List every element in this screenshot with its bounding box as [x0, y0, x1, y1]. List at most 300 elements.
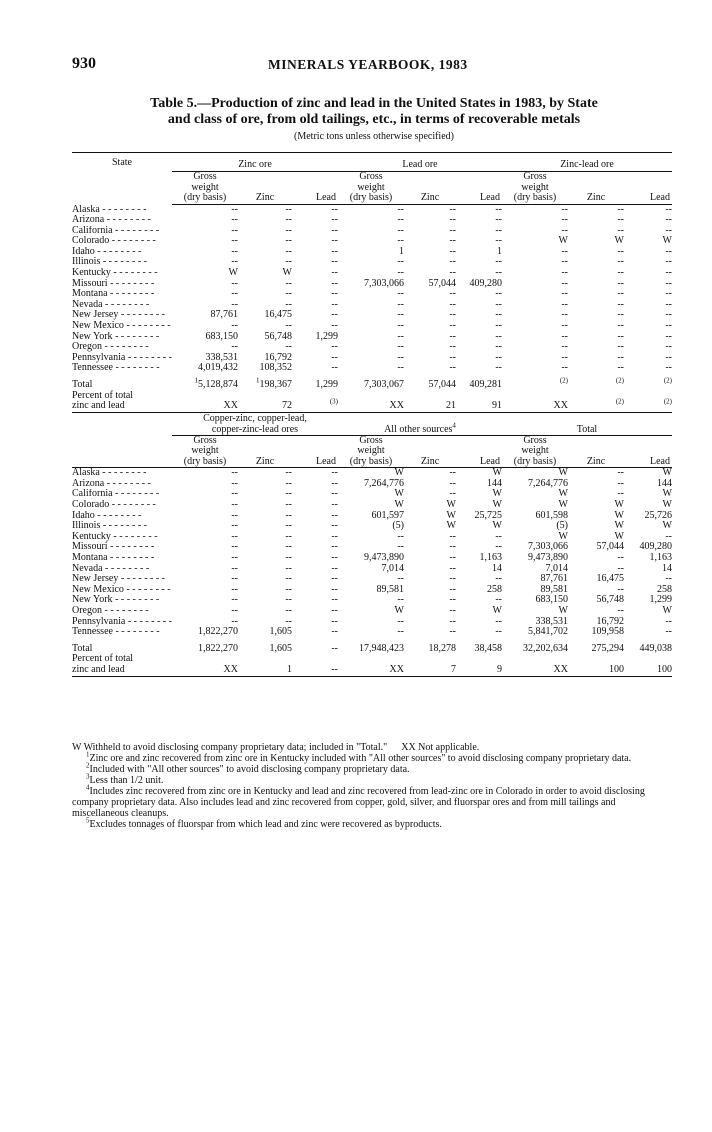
state-label: Illinois - - - - - - - - [72, 257, 147, 268]
data-cell: -- [561, 267, 568, 279]
footnote-mark: 4 [86, 783, 90, 792]
footnote-2-text: Included with "All other sources" to avoid disclosing company proprietary data. [89, 764, 410, 775]
data-cell: -- [231, 552, 238, 564]
data-cell: -- [397, 351, 404, 363]
footnote-ref: (2) [615, 376, 624, 385]
data-cell: W [662, 235, 672, 247]
data-cell: W [614, 530, 624, 542]
data-cell: -- [231, 541, 238, 553]
gross-weight-header-line: (dry basis) [183, 455, 227, 467]
data-cell: -- [331, 277, 338, 289]
data-cell: -- [665, 245, 672, 257]
state-label: Alaska - - - - - - - - [72, 204, 147, 215]
group-header-all-other-sources [338, 412, 502, 435]
row-label-text: Total [72, 642, 93, 654]
part-2-gross-weight-header [338, 435, 404, 468]
part-2-gross-weight-header [172, 435, 238, 468]
data-cell: -- [665, 362, 672, 374]
data-cell: -- [231, 509, 238, 521]
data-cell: -- [397, 626, 404, 638]
empty-cell [456, 654, 502, 665]
data-cell: -- [665, 330, 672, 342]
data-cell: -- [449, 267, 456, 279]
part-1-body [72, 204, 672, 412]
group-header-zinc-lead-ore: Zinc-lead ore [502, 155, 672, 172]
part-2-zinc-header: Zinc [568, 435, 624, 468]
data-cell: -- [285, 488, 292, 500]
total-value: 1,299 [315, 379, 338, 390]
data-cell: -- [449, 541, 456, 553]
data-cell: 338,531 [205, 351, 238, 363]
table-footnotes [72, 742, 674, 830]
row-label-text: Total [72, 379, 93, 390]
percent-cell: -- [292, 665, 338, 676]
data-cell: -- [561, 256, 568, 268]
data-cell: -- [397, 309, 404, 321]
data-cell: -- [285, 256, 292, 268]
table-title-line-2: and class of ore, from old tailings, etc., in terms of recoverable metals [167, 112, 581, 127]
data-cell: -- [449, 615, 456, 627]
part-2-zinc-header: Zinc [404, 435, 456, 468]
gross-weight-header-line: (dry basis) [349, 455, 393, 467]
data-cell: -- [617, 488, 624, 500]
row-label-text: zinc and lead [72, 663, 125, 675]
percent-label-row [72, 654, 672, 665]
footnote-ref: (2) [559, 376, 568, 385]
data-cell: -- [449, 245, 456, 257]
data-cell: -- [449, 594, 456, 606]
percent-value: XX [389, 400, 404, 412]
footnote-ref: (2) [663, 397, 672, 406]
table-row [72, 363, 672, 374]
data-cell: 683,150 [535, 594, 568, 606]
data-cell: -- [449, 341, 456, 353]
data-cell: -- [561, 288, 568, 300]
state-name: Colorado [72, 500, 110, 511]
data-cell: -- [449, 203, 456, 215]
part-2-zinc-header: Zinc [238, 435, 292, 468]
data-cell: -- [331, 477, 338, 489]
data-cell: -- [617, 552, 624, 564]
data-cell: -- [397, 615, 404, 627]
data-cell: 601,597 [371, 509, 404, 521]
total-value: 7,303,067 [364, 379, 404, 390]
data-cell: -- [231, 256, 238, 268]
state-label: Idaho - - - - - - - - [72, 246, 142, 257]
data-cell: -- [665, 351, 672, 363]
table-row [72, 204, 672, 215]
part-2-lead-header: Lead [292, 435, 338, 468]
data-cell: W [662, 467, 672, 479]
data-cell: -- [331, 573, 338, 585]
data-cell: -- [231, 562, 238, 574]
state-label: New Mexico - - - - - - - - [72, 321, 171, 332]
data-cell: -- [449, 330, 456, 342]
data-cell: -- [397, 256, 404, 268]
data-cell: -- [449, 309, 456, 321]
data-cell: -- [285, 499, 292, 511]
group-header-copper-ores-line-2: copper-zinc-lead ores [211, 423, 299, 435]
data-cell: -- [285, 203, 292, 215]
data-cell: W [394, 488, 404, 500]
data-cell: -- [331, 245, 338, 257]
data-cell: -- [495, 615, 502, 627]
data-cell: -- [231, 573, 238, 585]
state-label: Pennsylvania - - - - - - - - [72, 352, 172, 363]
state-name: New Jersey [72, 310, 119, 321]
data-cell: 108,352 [259, 362, 292, 374]
total-row [72, 644, 672, 655]
data-cell: 1,163 [649, 552, 672, 564]
empty-cell [238, 654, 292, 665]
data-cell: -- [397, 203, 404, 215]
data-cell: -- [449, 626, 456, 638]
data-cell: -- [665, 530, 672, 542]
state-label: Oregon - - - - - - - - [72, 342, 149, 353]
total-cell: 32,202,634 [523, 642, 568, 654]
data-cell: 57,044 [428, 277, 456, 289]
data-cell: 87,761 [540, 573, 568, 585]
empty-cell [404, 654, 456, 665]
data-cell: -- [285, 288, 292, 300]
table-title-line-1: Table 5.—Production of zinc and lead in the United States in 1983, by State [150, 96, 598, 111]
data-cell: -- [231, 277, 238, 289]
data-cell: -- [665, 224, 672, 236]
state-label: New York - - - - - - - - [72, 331, 160, 342]
footnote-ref: 4 [452, 421, 456, 430]
data-cell: -- [665, 320, 672, 332]
data-cell: -- [449, 583, 456, 595]
data-cell: -- [285, 583, 292, 595]
part-1-lead-header: Lead [456, 172, 502, 205]
data-cell: -- [397, 330, 404, 342]
data-cell: -- [561, 277, 568, 289]
table-row [72, 279, 672, 290]
data-cell: -- [285, 615, 292, 627]
state-label: Alaska - - - - - - - - [72, 467, 147, 479]
data-cell: W [558, 499, 568, 511]
state-label: New York - - - - - - - - [72, 595, 160, 606]
data-cell: W [394, 467, 404, 479]
data-cell: -- [231, 530, 238, 542]
data-cell: W [558, 488, 568, 500]
data-cell: 258 [657, 583, 672, 595]
state-label: Missouri - - - - - - - - [72, 542, 155, 553]
percent-cell: XX [502, 665, 568, 676]
data-cell: -- [285, 562, 292, 574]
footnote-2 [72, 761, 674, 775]
data-cell: -- [397, 235, 404, 247]
data-cell: -- [285, 477, 292, 489]
data-cell: 25,726 [644, 509, 672, 521]
state-name: Montana [72, 289, 108, 300]
data-cell: -- [331, 351, 338, 363]
table-row [72, 606, 672, 617]
percent-value: 72 [282, 400, 292, 412]
footnote-ref: 1 [194, 376, 198, 385]
state-label: Oregon - - - - - - - - [72, 606, 149, 616]
data-cell: 409,280 [469, 277, 502, 289]
data-cell: 1,605 [269, 626, 292, 638]
footnote-ref: (2) [663, 376, 672, 385]
data-cell: -- [285, 520, 292, 532]
percent-cell [172, 401, 238, 412]
group-header-all-other-sources-label: All other sources [384, 423, 453, 435]
data-cell: -- [331, 552, 338, 564]
data-cell: -- [665, 203, 672, 215]
data-cell: 1,163 [479, 552, 502, 564]
data-cell: (5) [556, 520, 568, 532]
data-cell: -- [665, 267, 672, 279]
state-name: Montana [72, 553, 108, 564]
table-row [72, 353, 672, 364]
data-cell: -- [331, 267, 338, 279]
state-label: Pennsylvania - - - - - - - - [72, 616, 172, 627]
data-cell: -- [617, 583, 624, 595]
data-cell: W [492, 488, 502, 500]
row-label-text: zinc and lead [72, 400, 125, 412]
state-name: California [72, 489, 113, 500]
data-cell: -- [331, 562, 338, 574]
footnote-3 [72, 772, 674, 786]
data-cell: -- [665, 573, 672, 585]
data-cell: -- [449, 224, 456, 236]
data-cell: -- [495, 214, 502, 226]
data-cell: -- [397, 594, 404, 606]
row-label-text: Percent of total [72, 653, 134, 665]
part-1-zinc-header: Zinc [404, 172, 456, 205]
data-cell: -- [495, 298, 502, 310]
data-cell: -- [665, 298, 672, 310]
running-head: MINERALS YEARBOOK, 1983 [268, 57, 468, 72]
data-cell: 9,473,890 [364, 552, 404, 564]
data-cell: W [614, 235, 624, 247]
data-cell: -- [495, 341, 502, 353]
data-cell: -- [331, 298, 338, 310]
state-label: Kentucky - - - - - - - - [72, 268, 158, 279]
data-cell: -- [561, 351, 568, 363]
data-cell: 14 [662, 562, 672, 574]
data-cell: -- [331, 626, 338, 638]
data-cell: -- [397, 214, 404, 226]
state-column-header: State [112, 157, 132, 168]
footnote-mark: 1 [86, 750, 90, 759]
data-cell: -- [449, 562, 456, 574]
data-cell: 1 [497, 245, 502, 257]
data-cell: 338,531 [535, 615, 568, 627]
part-2-lead-header: Lead [624, 435, 672, 468]
gross-weight-header-line: Gross [359, 171, 383, 182]
percent-cell: 100 [624, 665, 672, 676]
data-cell: 7,014 [381, 562, 404, 574]
table-row [72, 332, 672, 343]
data-cell: W [558, 467, 568, 479]
data-cell: -- [495, 351, 502, 363]
data-cell: -- [495, 320, 502, 332]
data-cell: -- [449, 298, 456, 310]
table-row [72, 489, 672, 500]
data-cell: -- [495, 288, 502, 300]
percent-label-row [72, 391, 672, 402]
state-name: New Jersey [72, 574, 119, 585]
percent-cell [238, 401, 292, 412]
data-cell: -- [331, 309, 338, 321]
state-name: California [72, 225, 113, 236]
state-name: Idaho [72, 246, 95, 257]
data-cell: 7,303,066 [364, 277, 404, 289]
page-number: 930 [72, 55, 96, 72]
state-label: Montana - - - - - - - - [72, 553, 155, 564]
data-cell: -- [231, 615, 238, 627]
total-row [72, 380, 672, 391]
data-cell: -- [617, 351, 624, 363]
data-cell: W [446, 520, 456, 532]
table-title [104, 96, 644, 128]
data-cell: -- [285, 530, 292, 542]
total-cell: 38,458 [474, 642, 502, 654]
state-name: Alaska [72, 204, 100, 215]
data-cell: -- [449, 552, 456, 564]
data-cell: -- [665, 214, 672, 226]
group-header-total: Total [502, 412, 672, 435]
percent-value: 91 [492, 400, 502, 412]
table-row [72, 289, 672, 300]
table-row [72, 511, 672, 522]
data-cell: -- [285, 298, 292, 310]
data-cell: W [662, 605, 672, 616]
table-row [72, 564, 672, 575]
data-cell: -- [285, 552, 292, 564]
footnote-4 [72, 783, 674, 819]
data-cell: -- [397, 530, 404, 542]
state-name: Nevada [72, 563, 103, 574]
data-cell: -- [495, 362, 502, 374]
data-cell: -- [561, 224, 568, 236]
data-cell: 4,019,432 [198, 362, 238, 374]
data-cell: -- [617, 605, 624, 616]
part-1-lead-header: Lead [624, 172, 672, 205]
data-cell: -- [331, 203, 338, 215]
state-name: Alaska [72, 467, 100, 479]
data-cell: -- [495, 541, 502, 553]
footnote-4-text: Includes zinc recovered from zinc ore in Kentucky and lead and zinc recovered from lead-zinc ore in Colorado in order to avoid disclosing company proprietary data. Also includes lead and zinc recovered from copper, gold, silver, and fluorspar ores and from mill tailings and miscellaneous cleanups. [72, 786, 645, 819]
total-cell: 1,605 [269, 642, 292, 654]
data-cell: -- [495, 235, 502, 247]
percent-cell [338, 401, 404, 412]
data-cell: 258 [487, 583, 502, 595]
data-cell: -- [231, 520, 238, 532]
data-cell: -- [617, 288, 624, 300]
data-cell: W [662, 499, 672, 511]
data-cell: -- [331, 288, 338, 300]
percent-cell: 9 [456, 665, 502, 676]
data-cell: W [558, 530, 568, 542]
data-cell: -- [449, 256, 456, 268]
data-cell: -- [449, 573, 456, 585]
data-cell: 7,264,776 [364, 477, 404, 489]
part-1-gross-weight-header [172, 172, 238, 205]
data-cell: -- [561, 309, 568, 321]
data-cell: -- [449, 605, 456, 616]
data-cell: 5,841,702 [528, 626, 568, 638]
data-cell: -- [449, 235, 456, 247]
state-label: California - - - - - - - - [72, 489, 160, 500]
group-header-copper-ores-line-1: Copper-zinc, copper-lead, [203, 412, 307, 424]
state-label: Nevada - - - - - - - - [72, 563, 150, 574]
data-cell: 57,044 [596, 541, 624, 553]
state-name: Oregon [72, 342, 102, 353]
data-cell: -- [617, 477, 624, 489]
data-cell: -- [397, 224, 404, 236]
data-cell: -- [285, 541, 292, 553]
data-cell: -- [331, 214, 338, 226]
data-cell: -- [231, 341, 238, 353]
percent-cell: 1 [238, 665, 292, 676]
footnote-ref: 1 [256, 376, 260, 385]
table-row [72, 215, 672, 226]
gross-weight-header-line: weight [521, 181, 549, 193]
state-label: Idaho - - - - - - - - [72, 510, 142, 521]
data-cell: W [228, 267, 238, 279]
data-cell: W [558, 235, 568, 247]
table-row [72, 247, 672, 258]
data-cell: 7,303,066 [528, 541, 568, 553]
data-cell: -- [397, 298, 404, 310]
data-cell: -- [331, 341, 338, 353]
data-cell: -- [617, 203, 624, 215]
data-cell: -- [449, 530, 456, 542]
total-cell: 18,278 [428, 642, 456, 654]
state-name: Oregon [72, 606, 102, 616]
total-cell [502, 376, 568, 391]
data-cell: -- [285, 235, 292, 247]
group-header-zinc-ore: Zinc ore [172, 155, 338, 172]
data-cell: -- [617, 256, 624, 268]
state-name: New York [72, 595, 113, 606]
total-value: 5,128,874 [198, 379, 238, 390]
data-cell: -- [449, 488, 456, 500]
total-cell [404, 380, 456, 391]
table-row [72, 617, 672, 628]
data-cell: -- [285, 605, 292, 616]
data-cell: -- [665, 256, 672, 268]
data-cell: -- [617, 214, 624, 226]
gross-weight-header-line: (dry basis) [349, 192, 393, 203]
row-label-text: Percent of total [72, 389, 134, 401]
data-cell: -- [397, 341, 404, 353]
note-xx-text: XX Not applicable. [401, 742, 480, 753]
data-cell: -- [231, 488, 238, 500]
gross-weight-header-line: Gross [359, 434, 383, 446]
state-name: Colorado [72, 236, 110, 247]
state-name: Arizona [72, 215, 105, 226]
data-cell: -- [331, 256, 338, 268]
data-cell: -- [495, 203, 502, 215]
percent-cell: 100 [568, 665, 624, 676]
table-row [72, 574, 672, 585]
data-cell: -- [285, 341, 292, 353]
data-cell: W [492, 520, 502, 532]
data-cell: -- [231, 245, 238, 257]
data-cell: -- [665, 277, 672, 289]
table-row [72, 310, 672, 321]
data-cell: W [446, 509, 456, 521]
percent-cell [502, 401, 568, 412]
data-cell: 683,150 [205, 330, 238, 342]
total-cell [338, 380, 404, 391]
footnote-mark: 2 [86, 761, 90, 770]
state-label: Colorado - - - - - - - - [72, 236, 156, 247]
